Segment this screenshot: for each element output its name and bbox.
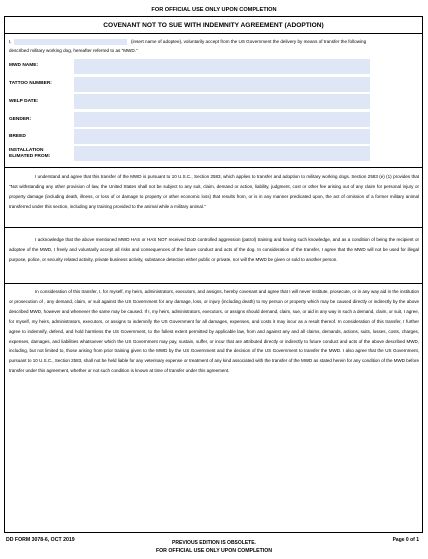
welp-date-field[interactable]	[74, 94, 370, 109]
classification-banner-bottom: FOR OFFICIAL USE ONLY UPON COMPLETION	[155, 548, 273, 554]
installation-label: INSTALLATION ELIMATED FROM:	[9, 148, 51, 159]
breed-field[interactable]	[74, 129, 370, 144]
gender-label: GENDER:	[9, 117, 32, 122]
gender-field[interactable]	[74, 112, 370, 127]
field-row-gender	[9, 112, 419, 128]
mwd-name-field[interactable]	[74, 59, 370, 74]
field-row-tattoo-number	[9, 77, 419, 93]
title-divider	[5, 33, 422, 34]
paragraph-indemnity	[9, 287, 419, 376]
paragraph-indemnity-text: In consideration of this transfer, I, for myself, my heirs, administrators, executors, and assigns, hereby covenant and agree that I will never institute, prosecute, or in any way aid in the institution or prosecution of , any demand, claim, or suit against the US Government for any damage, loss, or injury (including death) to my person or property which may be caused directly or indirectly by the above described MWD, however and whenever the same may be caused. If I, my heirs, administrators, executors, or assigns should demand, claim, sue, or aid in any way in such a demand, claim, or suit, I agree, for myself, my heirs, administrators, executors, or assigns to indemnify the US Government for all damages, expenses, and costs it may incur as a result thereof. In consideration of this transfer, I further agree to indemnify, defend, and hold harmless the US Government, to the fullest extent permitted by applicable law, from and against any and all claims, demands, actions, suits, losses, costs, charges, expenses, damages, and liabilities whatsoever which the US Government may pay, sustain, suffer, or incur that are attributed directly or indirectly to future conduct and acts of the above described MWD, including, but not limited to, those arising from prior training given to the MWD by the US Government and the decision of the US Government to transfer the MWD. I also agree that the US Government, pursuant to 10 U.S.C., Section 2583, shall not be held liable for any veterinary expense or treatment of any kind associated with the transfer of the MWD as stated herein for any condition of the MWD before transfer under this agreement, whether or not such condition is known at time of transfer under this agreement.	[9, 289, 419, 374]
mwd-name-label: MWD NAME:	[9, 63, 39, 68]
installation-field[interactable]	[74, 146, 370, 161]
form-title: COVENANT NOT TO SUE WITH INDEMNITY AGREEMENT (ADOPTION)	[103, 22, 324, 29]
field-row-mwd-name	[9, 59, 419, 75]
fields-divider	[5, 167, 422, 168]
classification-banner-top: FOR OFFICIAL USE ONLY UPON COMPLETION	[151, 7, 277, 13]
previous-edition-note: PREVIOUS EDITION IS OBSOLETE.	[172, 540, 256, 546]
tattoo-number-field[interactable]	[74, 77, 370, 92]
breed-label: BREED	[9, 134, 26, 139]
paragraph-divider-2	[5, 283, 422, 284]
adoptee-name-field[interactable]	[14, 39, 127, 45]
field-row-welp-date	[9, 94, 419, 110]
paragraph-statute	[9, 172, 419, 212]
form-frame	[4, 16, 423, 533]
field-row-installation	[9, 146, 419, 162]
field-row-breed	[9, 129, 419, 145]
page-number: Page 0 of 1	[392, 537, 419, 543]
form-identifier: DD FORM 3078-6, OCT 2019	[6, 537, 75, 543]
welp-date-label: WELP DATE:	[9, 99, 39, 104]
tattoo-number-label: TATTOO NUMBER:	[9, 81, 52, 86]
paragraph-acknowledgement	[9, 235, 419, 265]
paragraph-acknowledgement-text: I acknowledge that the above mentioned MWD HAS or HAS NOT received DoD controlled aggression (patrol) training and having such knowledge, and as a condition of being the recipient or adoptee of the MWD, I freely and voluntarily accept all risks and consequences of the future conduct and acts of the dog. In consideration of the transfer, I agree that the MWD will not be used for illegal purpose, police, or security related activity, private business activity, substance detection either public or private, nor will the MWD be given or sold to another person.	[9, 237, 419, 262]
paragraph-statute-text: I understand and agree that this transfer of the MWD is pursuant to 10 U.S.C., Section 2583, which applies to transfer and adoption to military working dogs. Section 2583 (e) (1) provides that "Not withstanding any other provision of law, the United States shall not be subject to any suit, claim, demand or action, liability, judgment, cost or other fee arising out of any claim for personal injury or property damage (including death, illness, or loss of or damage to property or other economic loss) that results from, or is in any manner predicated upon, the act of omission of a former military animal transferred under this section, including any training provided to the animal while a military animal."	[9, 174, 419, 209]
paragraph-divider-1	[5, 227, 422, 228]
adopter-statement-text: (insert name of adoptee), voluntarily accept from the US Government the delivery by means of transfer the following	[131, 39, 367, 44]
adopter-statement-line2: described military working dog, hereafter referred to as "MWD."	[9, 48, 138, 53]
adopter-lead: I,	[9, 39, 12, 44]
